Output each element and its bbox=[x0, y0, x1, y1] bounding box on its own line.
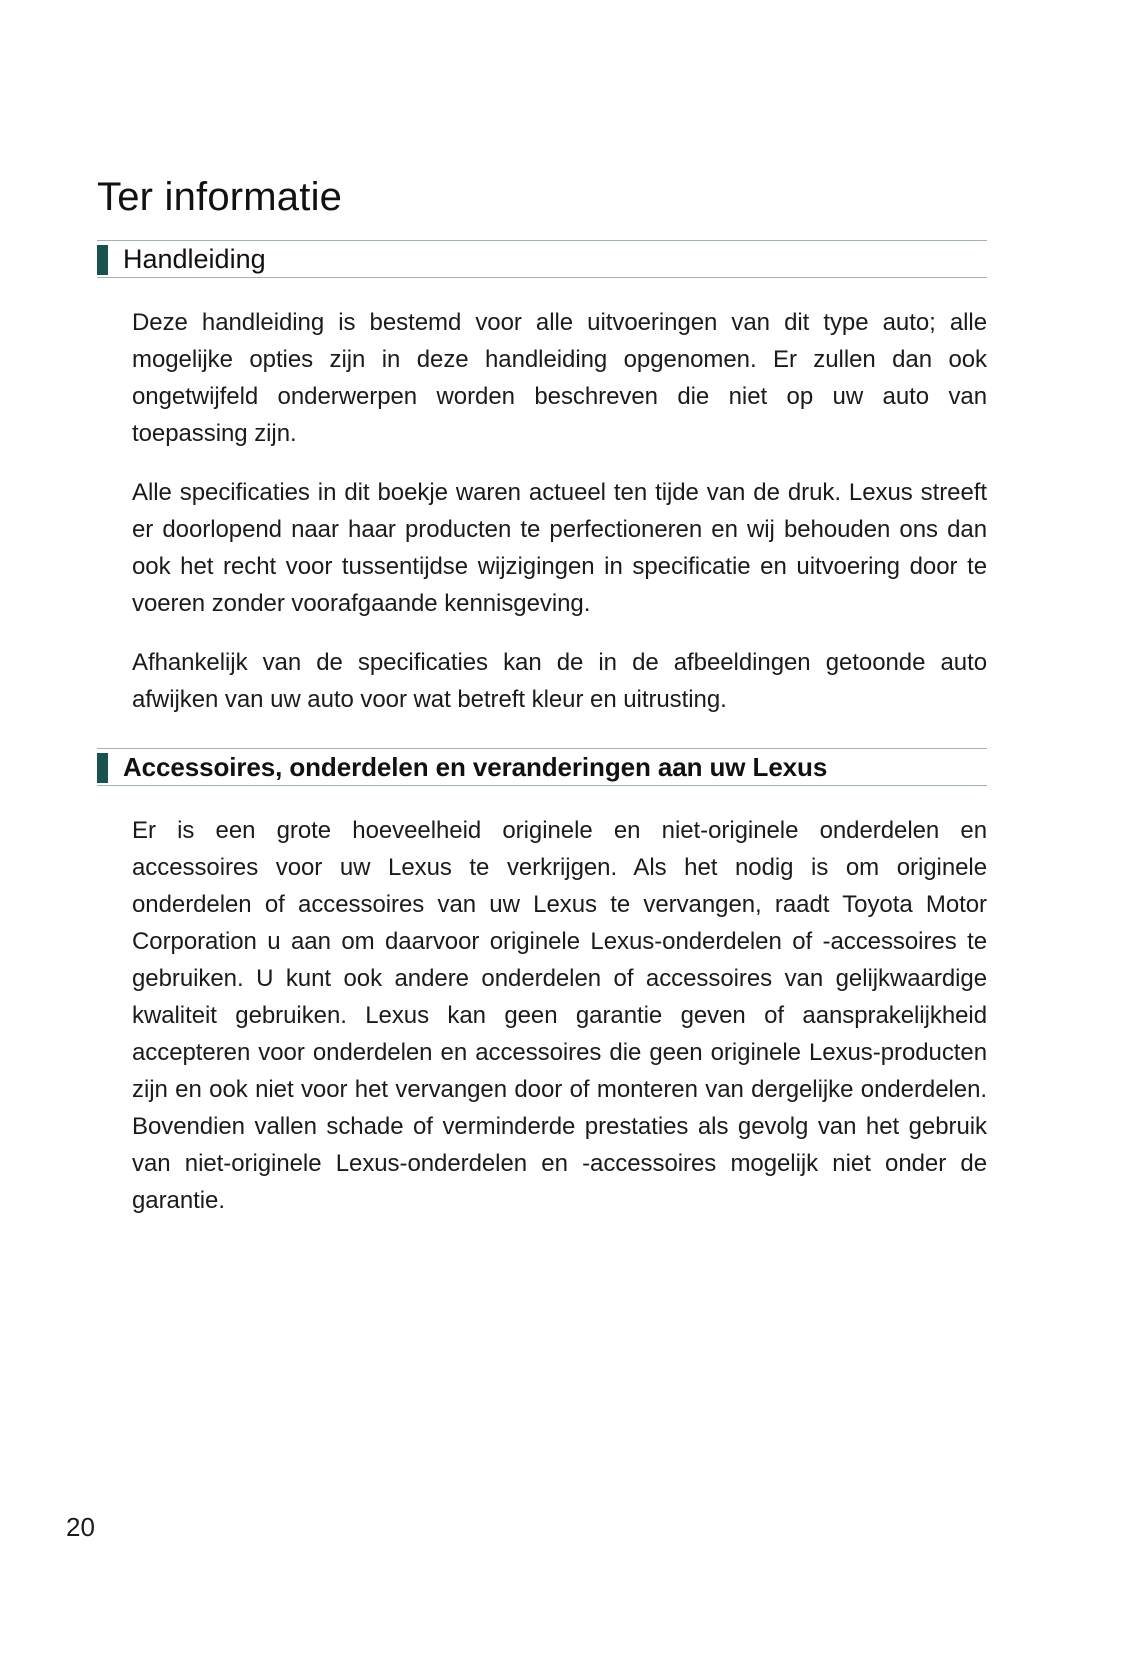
section-title-handleiding: Handleiding bbox=[123, 243, 266, 274]
section-spacer bbox=[97, 718, 987, 748]
section-header-handleiding bbox=[97, 240, 987, 278]
paragraph: Deze handleiding is bestemd voor alle uitvoeringen van dit type auto; alle mogelijke opties zijn in deze handleiding opgenomen. Er zullen dan ook ongetwijfeld onderwerpen worden beschreven die niet op uw auto van toepassing zijn. bbox=[132, 309, 987, 447]
page-content bbox=[97, 240, 987, 1219]
section-title-accessoires: Accessoires, onderdelen en veranderingen aan uw Lexus bbox=[123, 752, 828, 782]
page-title: Ter informatie bbox=[97, 174, 343, 219]
section-accent-tab-icon bbox=[97, 753, 108, 783]
paragraph: Er is een grote hoeveelheid originele en niet-originele onderdelen en accessoires voor uw Lexus te verkrijgen. Als het nodig is om originele onderdelen of accessoires van uw Lexus te vervangen, raadt Toyota Motor Corporation u aan om daarvoor originele Lexus-onderdelen of -accessoires te gebruiken. U kunt ook andere onderdelen of accessoires van gelijkwaardige kwaliteit gebruiken. Lexus kan geen garantie geven of aansprakelijkheid accepteren voor onderdelen en accessoires die geen originele Lexus-producten zijn en ook niet voor het vervangen door of monteren van dergelijke onderdelen. Bovendien vallen schade of verminderde prestaties als gevolg van het gebruik van niet-originele Lexus-onderdelen en -accessoires mogelijk niet onder de garantie. bbox=[132, 817, 987, 1214]
paragraph: Afhankelijk van de specificaties kan de in de afbeeldingen getoonde auto afwijken van uw auto voor wat betreft kleur en uitrusting. bbox=[132, 649, 987, 713]
section-header-accessoires bbox=[97, 748, 987, 786]
paragraph: Alle specificaties in dit boekje waren actueel ten tijde van de druk. Lexus streeft er doorlopend naar haar producten te perfectioneren en wij behouden ons dan ook het recht voor tussentijdse wijzigingen in specificatie en uitvoering door te voeren zonder voorafgaande kennisgeving. bbox=[132, 479, 987, 617]
page-number: 20 bbox=[66, 1512, 95, 1542]
section-accent-tab-icon bbox=[97, 245, 108, 275]
